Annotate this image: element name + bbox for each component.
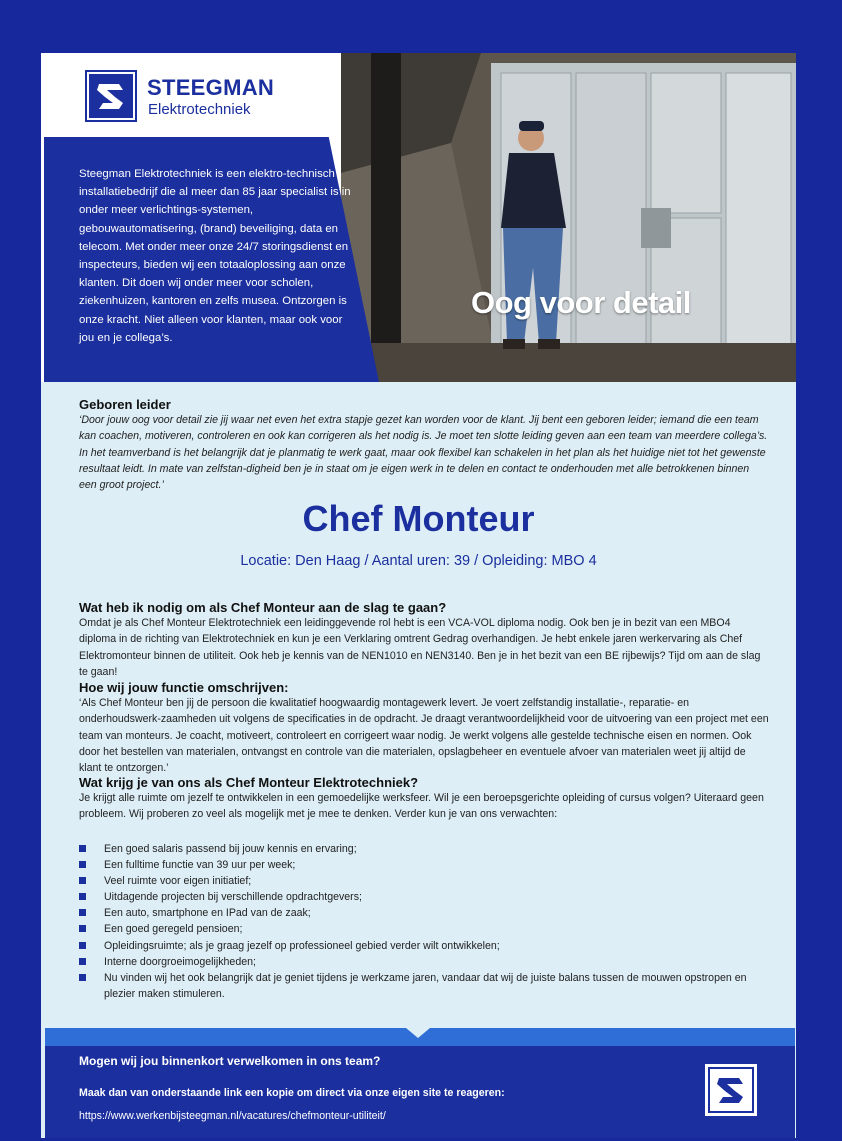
list-item: Opleidingsruimte; als je graag jezelf op professioneel gebied verder wilt ontwikkelen; bbox=[79, 938, 779, 954]
list-item: Een goed geregeld pensioen; bbox=[79, 921, 779, 937]
logo-subtitle: Elektrotechniek bbox=[148, 101, 251, 118]
steegman-logo bbox=[85, 70, 295, 125]
apply-link[interactable]: https://www.werkenbijsteegman.nl/vacatures/chefmonteur-utiliteit/ bbox=[79, 1110, 386, 1122]
footer bbox=[45, 1046, 795, 1138]
vacancy-page bbox=[41, 53, 796, 1138]
list-item: Een goed salaris passend bij jouw kennis en ervaring; bbox=[79, 841, 779, 857]
list-item: Een fulltime functie van 39 uur per week; bbox=[79, 857, 779, 873]
logo-name: STEEGMAN bbox=[147, 75, 275, 100]
list-item: Interne doorgroeimogelijkheden; bbox=[79, 954, 779, 970]
leader-heading: Geboren leider bbox=[79, 397, 171, 412]
job-meta: Locatie: Den Haag / Aantal uren: 39 / Opleiding: MBO 4 bbox=[240, 553, 597, 569]
hero-photo bbox=[341, 53, 796, 382]
offer-section bbox=[79, 775, 769, 823]
job-title: Chef Monteur bbox=[302, 498, 535, 539]
list-item: Nu vinden wij het ook belangrijk dat je geniet tijdens je werkzame jaren, vandaar dat wij de juiste balans tussen de mouwen opstropen en plezier maken stimuleren. bbox=[79, 970, 779, 1002]
list-item: Uitdagende projecten bij verschillende opdrachtgevers; bbox=[79, 889, 779, 905]
list-item: Een auto, smartphone en IPad van de zaak; bbox=[79, 905, 779, 921]
footer-logo-s-icon bbox=[705, 1064, 757, 1116]
list-item: Veel ruimte voor eigen initiatief; bbox=[79, 873, 779, 889]
footer-logo bbox=[705, 1064, 757, 1116]
logo-mark bbox=[85, 70, 137, 122]
offer-heading: Wat krijg je van ons als Chef Monteur Elektrotechniek? bbox=[79, 775, 419, 790]
hero-section bbox=[41, 53, 796, 382]
requirements-heading: Wat heb ik nodig om als Chef Monteur aan de slag te gaan? bbox=[79, 600, 447, 615]
leader-section bbox=[79, 397, 769, 493]
requirements-section bbox=[79, 600, 769, 680]
description-section bbox=[79, 680, 769, 776]
company-intro: Steegman Elektrotechniek is een elektro-technisch installatiebedrijf die al meer dan 85 jaar specialist is in onder meer verlichtings-systemen, gebouwautomatisering, (brand) beveiliging, data en telecom. Met onder meer onze 24/7 storingsdienst en inspecteurs, bieden wij een totaaloplossing aan onze klanten. Dit doen wij onder meer voor scholen, ziekenhuizen, kantoren en zelfs musea. Ontzorgen is onze kracht. Niet alleen voor klanten, maar ook voor jou en je collega’s. bbox=[79, 168, 351, 344]
technician-photo-illustration bbox=[341, 53, 796, 382]
benefits-list bbox=[79, 841, 779, 1002]
slogan: Oog voor detail bbox=[471, 285, 691, 320]
logo-s-icon bbox=[85, 70, 137, 122]
footer-cta: Maak dan van onderstaande link een kopie om direct via onze eigen site te reageren: bbox=[79, 1087, 505, 1099]
footer-welcome: Mogen wij jou binnenkort verwelkomen in ons team? bbox=[79, 1054, 381, 1068]
description-text: ‘Als Chef Monteur ben jij de persoon die kwalitatief hoogwaardig montagewerk levert. Je voert zelfstandig installatie-, reparatie- en onderhoudswerk-zaamheden uit volgens de specificaties in de opdracht. Je draagt verantwoordelijkheid voor de uitvoering van een project met een team van monteurs. Je coacht, motiveert, controleert en corrigeert waar nodig. Je werkt volgens alle gestelde technische eisen en normen. Ook door het bestellen van materialen, ontvangst en controle van die materialen, opslagbeheer en eventuele afvoer van materialen weet jij altijd de klant te ontzorgen.’ bbox=[79, 697, 769, 775]
footer-notch bbox=[406, 1028, 430, 1038]
leader-quote: ‘Door jouw oog voor detail zie jij waar net even het extra stapje gezet kan worden voor de klant. Jij bent een geboren leider; iemand die een team kan coachen, motiveren, controleren en ook kan corrigeren als het nodig is. Je moet ten slotte leiding geven aan een team van meerdere collega’s. In het teamverband is het belangrijk dat je planmatig te werk gaat, maar ook flexibel kan schakelen in het plan als het huidige niet tot het gewenste resultaat leidt. In mate van zelfstan-digheid ben je in staat om je eigen werk in te delen en contact te onderhouden met alle betrokkenen binnen een groot project.’ bbox=[79, 414, 768, 492]
offer-text: Je krijgt alle ruimte om jezelf te ontwikkelen in een gemoedelijke werksfeer. Wil je een beroepsgerichte opleiding of cursus volgen? Uiteraard geen probleem. Wij proberen zo veel als mogelijk met je mee te denken. Verder kun je van ons verwachten: bbox=[79, 792, 764, 821]
description-heading: Hoe wij jouw functie omschrijven: bbox=[79, 680, 289, 695]
requirements-text: Omdat je als Chef Monteur Elektrotechniek een leidinggevende rol hebt is een VCA-VOL diploma nodig. Ook ben je in bezit van een MBO4 diploma in de richting van Elektrotechniek en kun je een Verklaring omtrent Gedrag overhandigen. Je hebt enkele jaren werkervaring als Chef Elektromonteur binnen de utiliteit. Ook heb je kennis van de NEN1010 en NEN3140. Ben je in het bezit van een BE rijbewijs? Tijd om aan de slag te gaan! bbox=[79, 617, 761, 678]
